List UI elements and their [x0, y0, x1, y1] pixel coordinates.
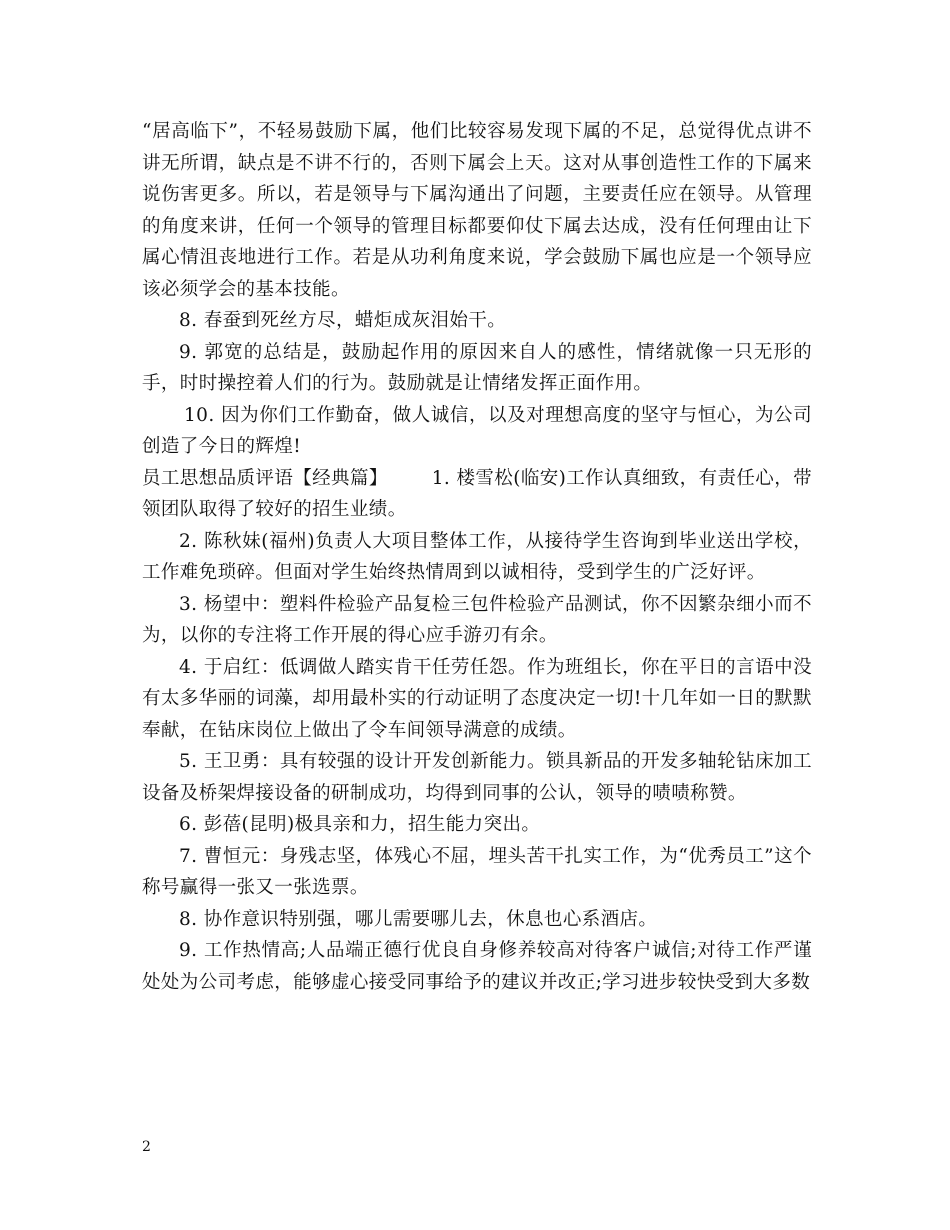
page-number: 2 [142, 1139, 151, 1155]
section-item-5: 5. 王卫勇：具有较强的设计开发创新能力。锁具新品的开发多轴轮钻床加工设备及桥架焊接设备的研制成功，均得到同事的公认，领导的啧啧称赞。 [142, 751, 812, 804]
document-body [142, 116, 812, 998]
section-heading-paragraph [142, 463, 812, 526]
section-item-2: 2. 陈秋妹(福州)负责人大项目整体工作，从接待学生咨询到毕业送出学校，工作难免琐碎。但面对学生始终热情周到以诚相待，受到学生的广泛好评。 [142, 530, 812, 583]
section-item-7: 7. 曹恒元：身残志坚，体残心不屈，埋头苦干扎实工作，为“优秀员工”这个称号赢得一张又一张选票。 [142, 845, 812, 898]
section-item-4: 4. 于启红：低调做人踏实肯干任劳任怨。作为班组长，你在平日的言语中没有太多华丽的词藻，却用最朴实的行动证明了态度决定一切!十几年如一日的默默奉献，在钻床岗位上做出了令车间领导满意的成绩。 [142, 656, 812, 741]
paragraph-quote-9: 9. 郭宽的总结是，鼓励起作用的原因来自人的感性，情绪就像一只无形的手，时时操控着人们的行为。鼓励就是让情绪发挥正面作用。 [142, 341, 812, 394]
section-item-6: 6. 彭蓓(昆明)极具亲和力，招生能力突出。 [179, 814, 541, 835]
paragraph-quote-10: 10. 因为你们工作勤奋，做人诚信，以及对理想高度的坚守与恒心，为公司创造了今日的辉煌! [142, 404, 812, 457]
paragraph-leadership-criticism: “居高临下”，不轻易鼓励下属，他们比较容易发现下属的不足，总觉得优点讲不讲无所谓，缺点是不讲不行的，否则下属会上天。这对从事创造性工作的下属来说伤害更多。所以，若是领导与下属沟通出了问题，主要责任应在领导。从管理的角度来讲，任何一个领导的管理目标都要仰仗下属去达成，没有任何理由让下属心情沮丧地进行工作。若是从功利角度来说，学会鼓励下属也应是一个领导应该必须学会的基本技能。 [142, 121, 812, 300]
section-item-1: 1. 楼雪松(临安)工作认真细致，有责任心，带领团队取得了较好的招生业绩。 [142, 467, 813, 520]
paragraph-quote-8: 8. 春蚕到死丝方尽，蜡炬成灰泪始干。 [179, 310, 507, 331]
section-item-9: 9. 工作热情高;人品端正德行优良自身修养较高对待客户诚信;对待工作严谨处处为公司考虑，能够虚心接受同事给予的建议并改正;学习进步较快受到大多数 [142, 940, 812, 993]
section-item-3: 3. 杨望中：塑料件检验产品复检三包件检验产品测试，你不因繁杂细小而不为，以你的专注将工作开展的得心应手游刃有余。 [142, 593, 812, 646]
section-item-8: 8. 协作意识特别强，哪儿需要哪儿去，休息也心系酒店。 [179, 908, 658, 930]
section-heading: 员工思想品质评语【经典篇】 [142, 467, 388, 489]
